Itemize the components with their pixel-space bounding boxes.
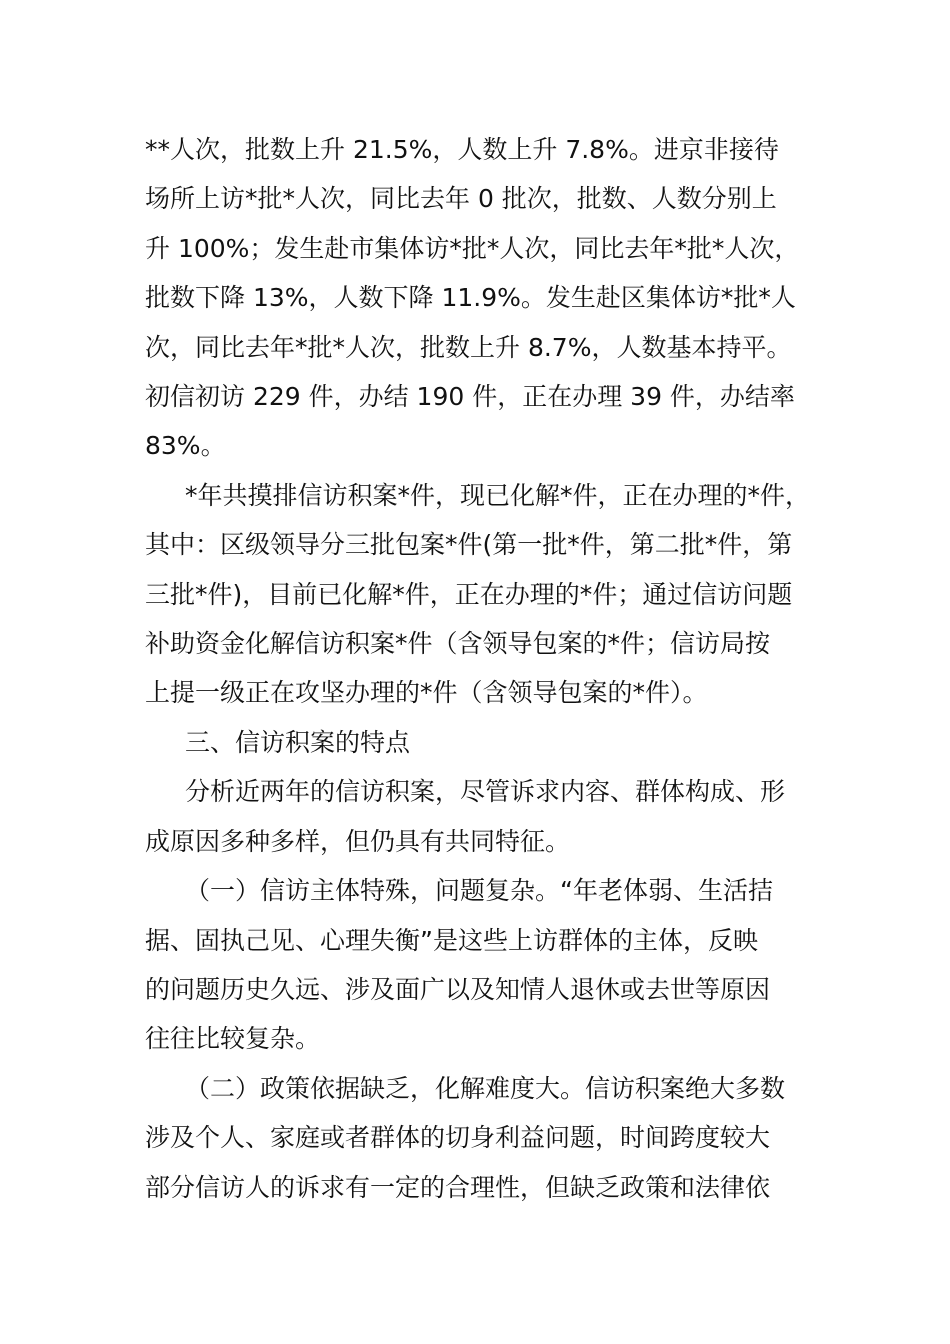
text-line: 成原因多种多样，但仍具有共同特征。 (145, 826, 571, 856)
text-line: 其中：区级领导分三批包案*件(第一批*件，第二批*件，第 (145, 530, 793, 560)
text-line: 次，同比去年*批*人次，批数上升 8.7%，人数基本持平。 (145, 332, 792, 362)
subsection-first-line: （一）信访主体特殊，问题复杂。“年老体弱、生活拮 (185, 876, 773, 906)
subsection-first-line: （二）政策依据缺乏，化解难度大。信访积案绝大多数 (185, 1073, 786, 1103)
text-line: 涉及个人、家庭或者群体的切身利益问题，时间跨度较大 (145, 1123, 771, 1153)
section-heading: 三、信访积案的特点 (185, 727, 411, 757)
text-line: 三批*件)，目前已化解*件，正在办理的*件；通过信访问题 (145, 579, 793, 609)
text-line: 的问题历史久远、涉及面广以及知情人退休或去世等原因 (145, 974, 771, 1004)
paragraph-first-line: 分析近两年的信访积案，尽管诉求内容、群体构成、形 (185, 777, 786, 807)
text-line: 往往比较复杂。 (145, 1024, 321, 1054)
paragraph-first-line: *年共摸排信访积案*件，现已化解*件，正在办理的*件， (185, 480, 811, 510)
text-line: 上提一级正在攻坚办理的*件（含领导包案的*件）。 (145, 678, 708, 708)
text-line: 批数下降 13%，人数下降 11.9%。发生赴区集体访*批*人 (145, 283, 796, 313)
text-line: 部分信访人的诉求有一定的合理性，但缺乏政策和法律依 (145, 1172, 771, 1202)
text-line: 据、固执己见、心理失衡”是这些上访群体的主体，反映 (145, 925, 758, 955)
text-line: 升 100%；发生赴市集体访*批*人次，同比去年*批*人次， (145, 233, 800, 263)
document-body (145, 125, 825, 1212)
text-line: 初信初访 229 件，办结 190 件，正在办理 39 件，办结率 (145, 382, 795, 412)
text-line: 补助资金化解信访积案*件（含领导包案的*件；信访局按 (145, 629, 771, 659)
text-line: **人次，批数上升 21.5%，人数上升 7.8%。进京非接待 (145, 135, 779, 164)
text-line: 场所上访*批*人次，同比去年 0 批次，批数、人数分别上 (145, 184, 777, 214)
text-line: 83%。 (145, 431, 226, 461)
